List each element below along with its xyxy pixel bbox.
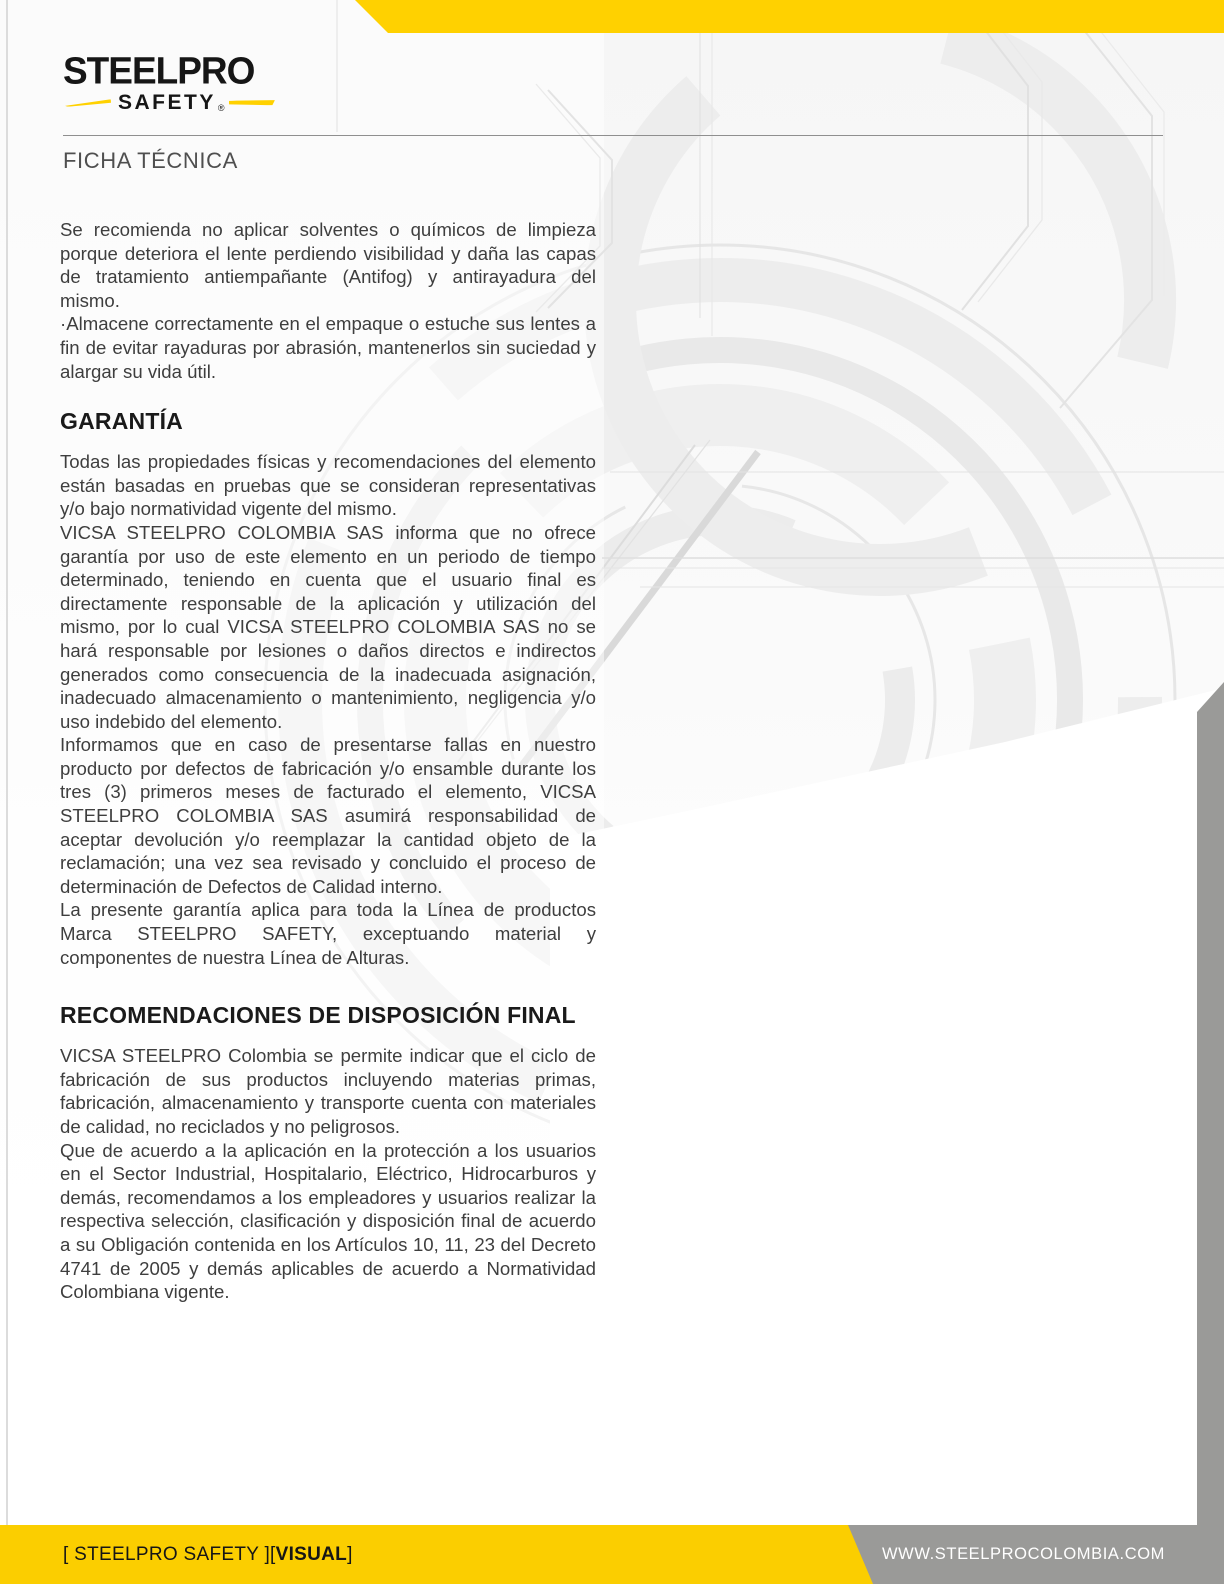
- section-paragraph: Todas las propiedades físicas y recomendaciones del elemento están basadas en pruebas que se consideran representativas y/o bajo normatividad vigente del mismo.: [60, 451, 596, 520]
- logo-wordmark-safety: SAFETY: [118, 91, 216, 114]
- document-body: [60, 218, 596, 1304]
- footer-brand-label: [63, 1525, 353, 1584]
- document-type-label: FICHA TÉCNICA: [63, 148, 238, 173]
- logo-safety-row: [65, 92, 1163, 113]
- section-title-garantia: GARANTÍA: [60, 408, 183, 435]
- footer-brand-product: VISUAL: [275, 1543, 348, 1565]
- footer-website: WWW.STEELPROCOLOMBIA.COM: [881, 1545, 1165, 1563]
- logo-wordmark-steelpro: STEELPRO: [63, 49, 255, 92]
- footer-brand-prefix: [ STEELPRO SAFETY ][: [63, 1543, 276, 1565]
- footer-bar: [0, 1525, 1224, 1584]
- section-paragraph: La presente garantía aplica para toda la Línea de productos Marca STEELPRO SAFETY, exceptuando material y componentes de nuestra Línea de Alturas.: [60, 899, 596, 968]
- section-paragraph: VICSA STEELPRO Colombia se permite indicar que el ciclo de fabricación de sus productos incluyendo materias primas, fabricación, almacenamiento y transporte cuenta con materiales de calidad, no reciclados y no peligrosos.: [60, 1045, 596, 1137]
- header-divider: [63, 135, 1163, 136]
- steelpro-logo: [63, 49, 1163, 114]
- header: [63, 49, 1163, 174]
- footer-brand-suffix: ]: [347, 1543, 353, 1565]
- section-paragraph: VICSA STEELPRO COLOMBIA SAS informa que no ofrece garantía por uso de este elemento en un periodo de tiempo determinado, teniendo en cuenta que el usuario final es directamente responsable de la aplicación y utilización del mismo, por lo cual VICSA STEELPRO COLOMBIA SAS no se hará responsable por lesiones o daños directos e indirectos generados como consecuencia de la inadecuada asignación, inadecuado almacenamiento o mantenimiento, negligencia y/o uso indebido del elemento.: [60, 521, 596, 732]
- section-paragraph: Que de acuerdo a la aplicación en la protección a los usuarios en el Sector Industrial, Hospitalario, Eléctrico, Hidrocarburos y demás, recomendamos a los empleadores y usuarios realizar la respectiva selección, clasificación y disposición final de acuerdo a su Obligación contenida en los Artículos 10, 11, 23 del Decreto 4741 de 2005 y demás aplicables de acuerdo a Normatividad Colombiana vigente.: [60, 1139, 596, 1303]
- intro-paragraph: ·Almacene correctamente en el empaque o estuche sus lentes a fin de evitar rayaduras por abrasión, mantenerlos sin suciedad y alargar su vida útil.: [60, 313, 596, 382]
- logo-swoosh-left-icon: [65, 99, 111, 107]
- section-paragraph: Informamos que en caso de presentarse fallas en nuestro producto por defectos de fabricación y/o ensamble durante los tres (3) primeros meses de facturado el elemento, VICSA STEELPRO COLOMBIA SAS asumirá responsabilidad de aceptar devolución y/o reemplazar la cantidad objeto de la reclamación; una vez sea revisado y concluido el proceso de determinación de Defectos de Calidad interno.: [60, 734, 596, 897]
- registered-trademark-icon: ®: [217, 103, 225, 113]
- logo-swoosh-right-icon: [229, 99, 275, 107]
- intro-paragraph: Se recomienda no aplicar solventes o químicos de limpieza porque deteriora el lente perdiendo visibilidad y daña las capas de tratamiento antiempañante (Antifog) y antirayadura del mismo.: [60, 219, 596, 311]
- section-title-disposicion-final: RECOMENDACIONES DE DISPOSICIÓN FINAL: [60, 1002, 576, 1029]
